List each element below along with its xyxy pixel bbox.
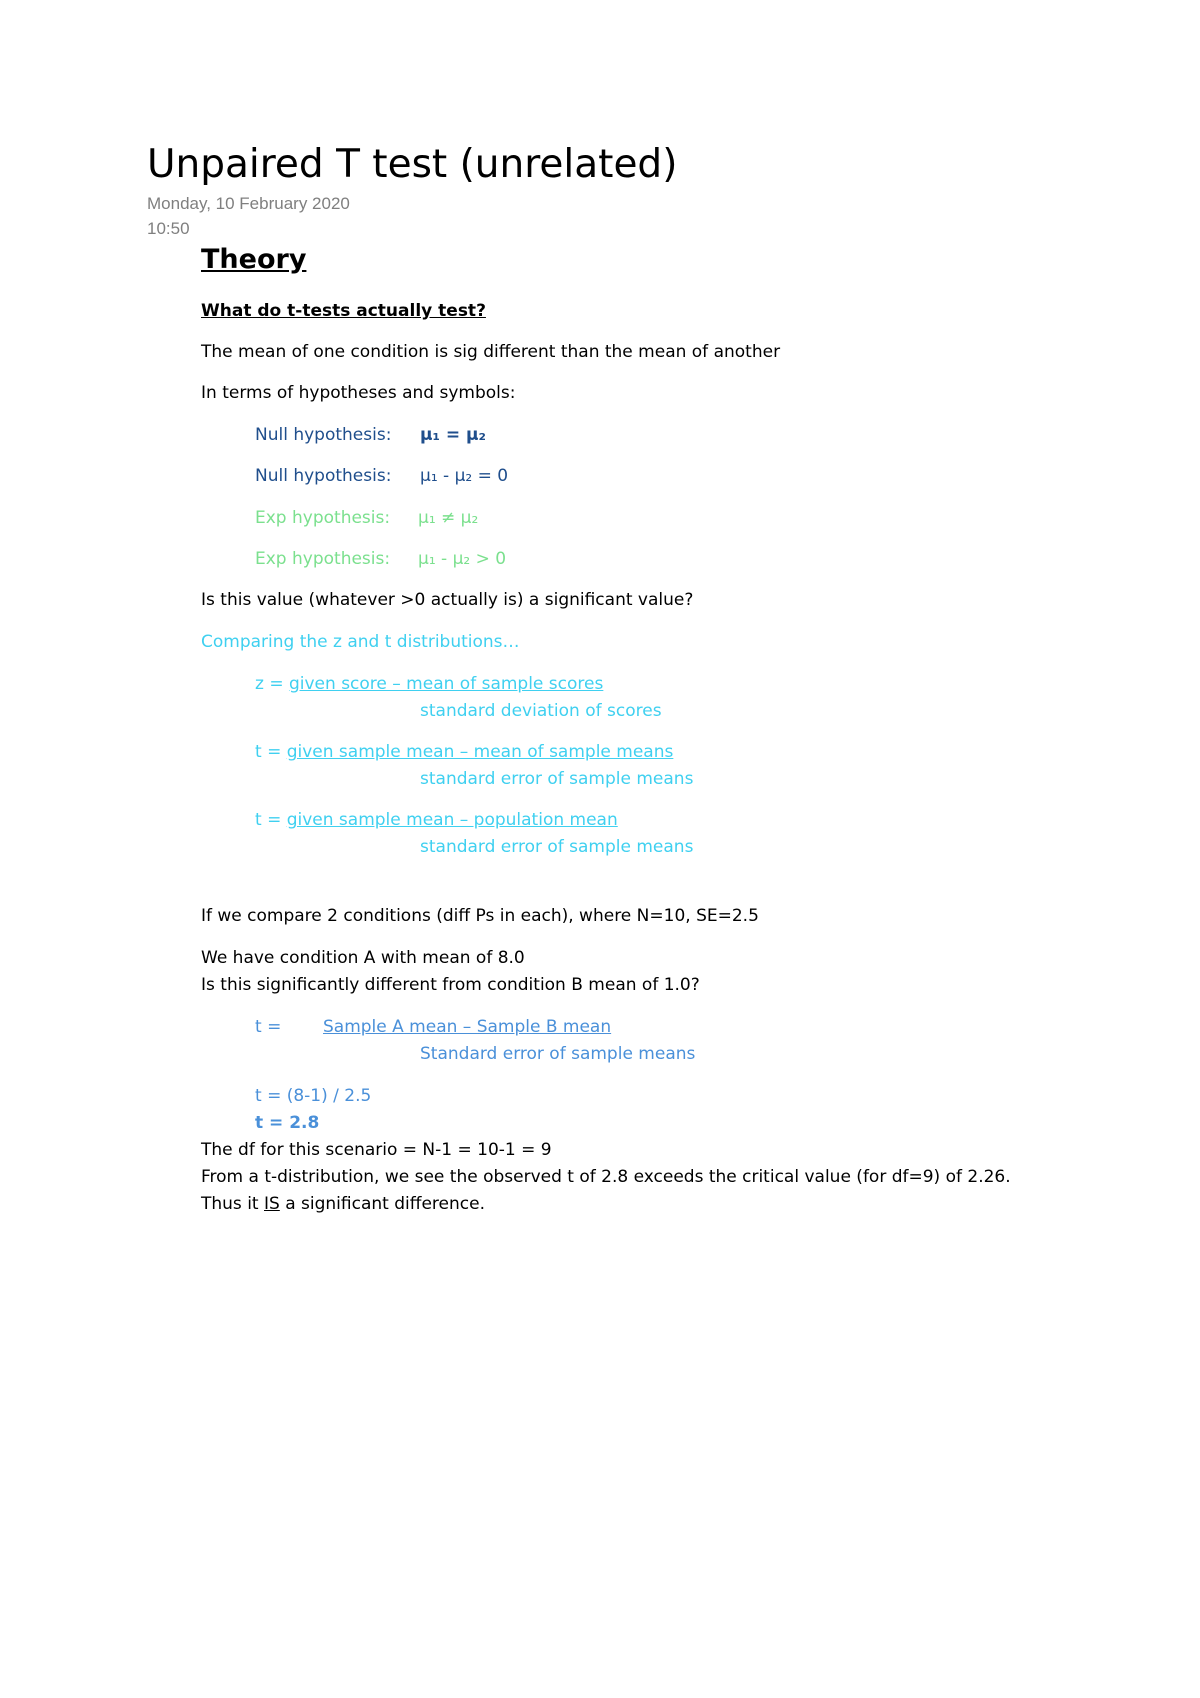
question-significance: Is this value (whatever >0 actually is) a significant value?: [201, 590, 694, 610]
conclusion-pre: Thus it: [201, 1194, 264, 1214]
condition-a-text: We have condition A with mean of 8.0: [201, 948, 525, 968]
page-time: 10:50: [147, 219, 190, 238]
example-calc: t = (8-1) / 2.5: [255, 1086, 372, 1106]
formula-numerator: given score – mean of sample scores: [288, 674, 604, 694]
hypothesis-label: Null hypothesis:: [255, 425, 392, 445]
conclusion-line: From a t-distribution, we see the observed t of 2.8 exceeds the critical value (for df=9) of 2.26.: [201, 1167, 1011, 1187]
page-title: Unpaired T test (unrelated): [147, 142, 678, 187]
scenario-text: If we compare 2 conditions (diff Ps in each), where N=10, SE=2.5: [201, 906, 759, 926]
df-line: The df for this scenario = N-1 = 10-1 = 9: [201, 1140, 552, 1160]
formula-lhs: [255, 674, 603, 694]
hypothesis-intro: In terms of hypotheses and symbols:: [201, 383, 516, 403]
formula-numerator: given sample mean – mean of sample means: [286, 742, 674, 762]
example-result: t = 2.8: [255, 1113, 320, 1133]
formula-lhs-text: t =: [255, 810, 287, 830]
formula-denominator: standard error of sample means: [420, 769, 694, 789]
conclusion-emphasis: IS: [264, 1194, 280, 1214]
page-date: Monday, 10 February 2020: [147, 194, 350, 213]
formula-numerator: given sample mean – population mean: [286, 810, 618, 830]
example-denominator: Standard error of sample means: [420, 1044, 696, 1064]
formula-denominator: standard error of sample means: [420, 837, 694, 857]
hypothesis-label: Exp hypothesis:: [255, 508, 391, 528]
hypothesis-expr: μ₁ - μ₂ = 0: [420, 466, 509, 486]
formula-lhs-text: t =: [255, 742, 287, 762]
hypothesis-expr: μ₁ = μ₂: [420, 425, 486, 445]
formula-lhs: [255, 742, 673, 762]
formula-lhs-text: z =: [255, 674, 289, 694]
example-lhs: t =: [255, 1017, 282, 1037]
example-numerator: Sample A mean – Sample B mean: [323, 1017, 612, 1037]
answer-text: The mean of one condition is sig different than the mean of another: [201, 342, 781, 362]
hypothesis-expr: μ₁ ≠ μ₂: [418, 508, 479, 528]
formula-denominator: standard deviation of scores: [420, 701, 662, 721]
compare-heading: Comparing the z and t distributions…: [201, 632, 520, 652]
conclusion-post: a significant difference.: [279, 1194, 485, 1214]
section-heading-theory: Theory: [201, 244, 307, 275]
question-heading: What do t-tests actually test?: [201, 301, 486, 321]
condition-b-text: Is this significantly different from condition B mean of 1.0?: [201, 975, 700, 995]
conclusion-final: [201, 1194, 485, 1214]
hypothesis-label: Null hypothesis:: [255, 466, 392, 486]
formula-lhs: [255, 810, 618, 830]
hypothesis-label: Exp hypothesis:: [255, 549, 391, 569]
hypothesis-expr: μ₁ - μ₂ > 0: [418, 549, 507, 569]
